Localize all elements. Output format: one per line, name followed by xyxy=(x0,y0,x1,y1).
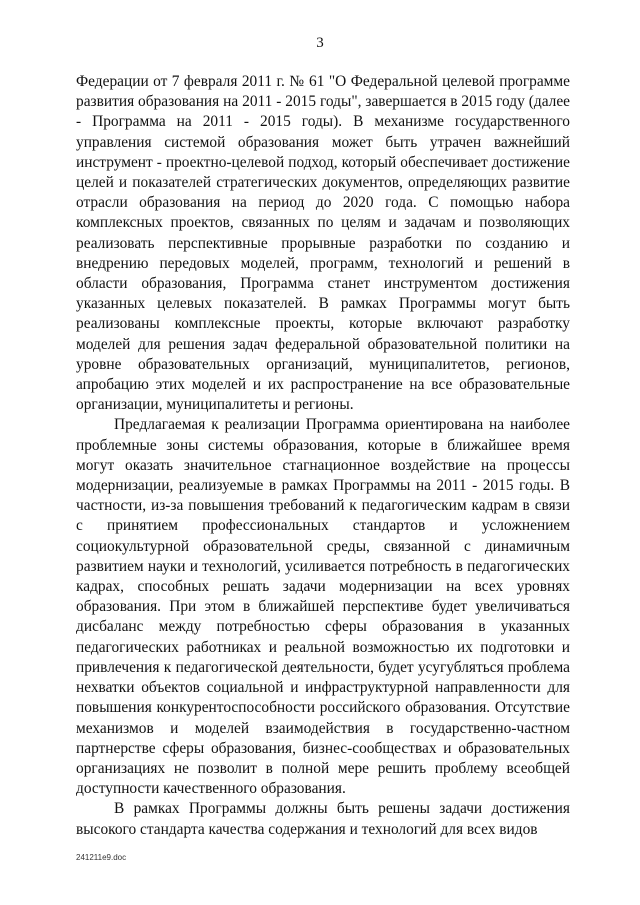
paragraph-program-tasks: В рамках Программы должны быть решены задачи достижения высокого стандарта качества содержания и технологий для всех видов xyxy=(76,800,570,838)
paragraph-continuation: Федерации от 7 февраля 2011 г. № 61 "О Федеральной целевой программе развития образования на 2011 - 2015 годы", завершается в 2015 году (далее - Программа на 2011 - 2015 годы). В механизме государственного управления системой образования может быть утрачен важнейший инструмент - проектно-целевой подход, который обеспечивает достижение целей и показателей стратегических документов, определяющих развитие отрасли образования на период до 2020 года. С помощью набора комплексных проектов, связанных по целям и задачам и позволяющих реализовать перспективные прорывные разработки по созданию и внедрению передовых моделей, программ, технологий и решений в области образования, Программа станет инструментом достижения указанных целевых показателей. В рамках Программы могут быть реализованы комплексные проекты, которые включают разработку моделей для решения задач федеральной образовательной политики на уровне образовательных организаций, муниципалитетов, регионов, апробацию этих моделей и их распространение на все образовательные организации, муниципалитеты и регионы. xyxy=(76,73,570,414)
paragraph-problem-zones: Предлагаемая к реализации Программа ориентирована на наиболее проблемные зоны системы образования, которые в ближайшее время могут оказать значительное стагнационное воздействие на процессы модернизации, реализуемые в рамках Программы на 2011 - 2015 годы. В частности, из-за повышения требований к педагогическим кадрам в связи с принятием профессиональных стандартов и усложнением социокультурной образовательной среды, связанной с динамичным развитием науки и технологий, усиливается потребность в педагогических кадрах, способных решать задачи модернизации на всех уровнях образования. При этом в ближайшей перспективе будет увеличиваться дисбаланс между потребностью сферы образования в указанных педагогических работниках и реальной возможностью их подготовки и привлечения к педагогической деятельности, будет усугубляться проблема нехватки объектов социальной и инфраструктурной направленности для повышения конкурентоспособности российского образования. Отсутствие механизмов и моделей взаимодействия в государственно-частном партнерстве сферы образования, бизнес-сообществах и образовательных организациях не позволит в полной мере решить проблему всеобщей доступности качественного образования. xyxy=(76,416,570,798)
page-number: 3 xyxy=(316,35,324,51)
footer-file-code: 241211е9.doc xyxy=(76,853,127,862)
document-body xyxy=(76,72,570,840)
